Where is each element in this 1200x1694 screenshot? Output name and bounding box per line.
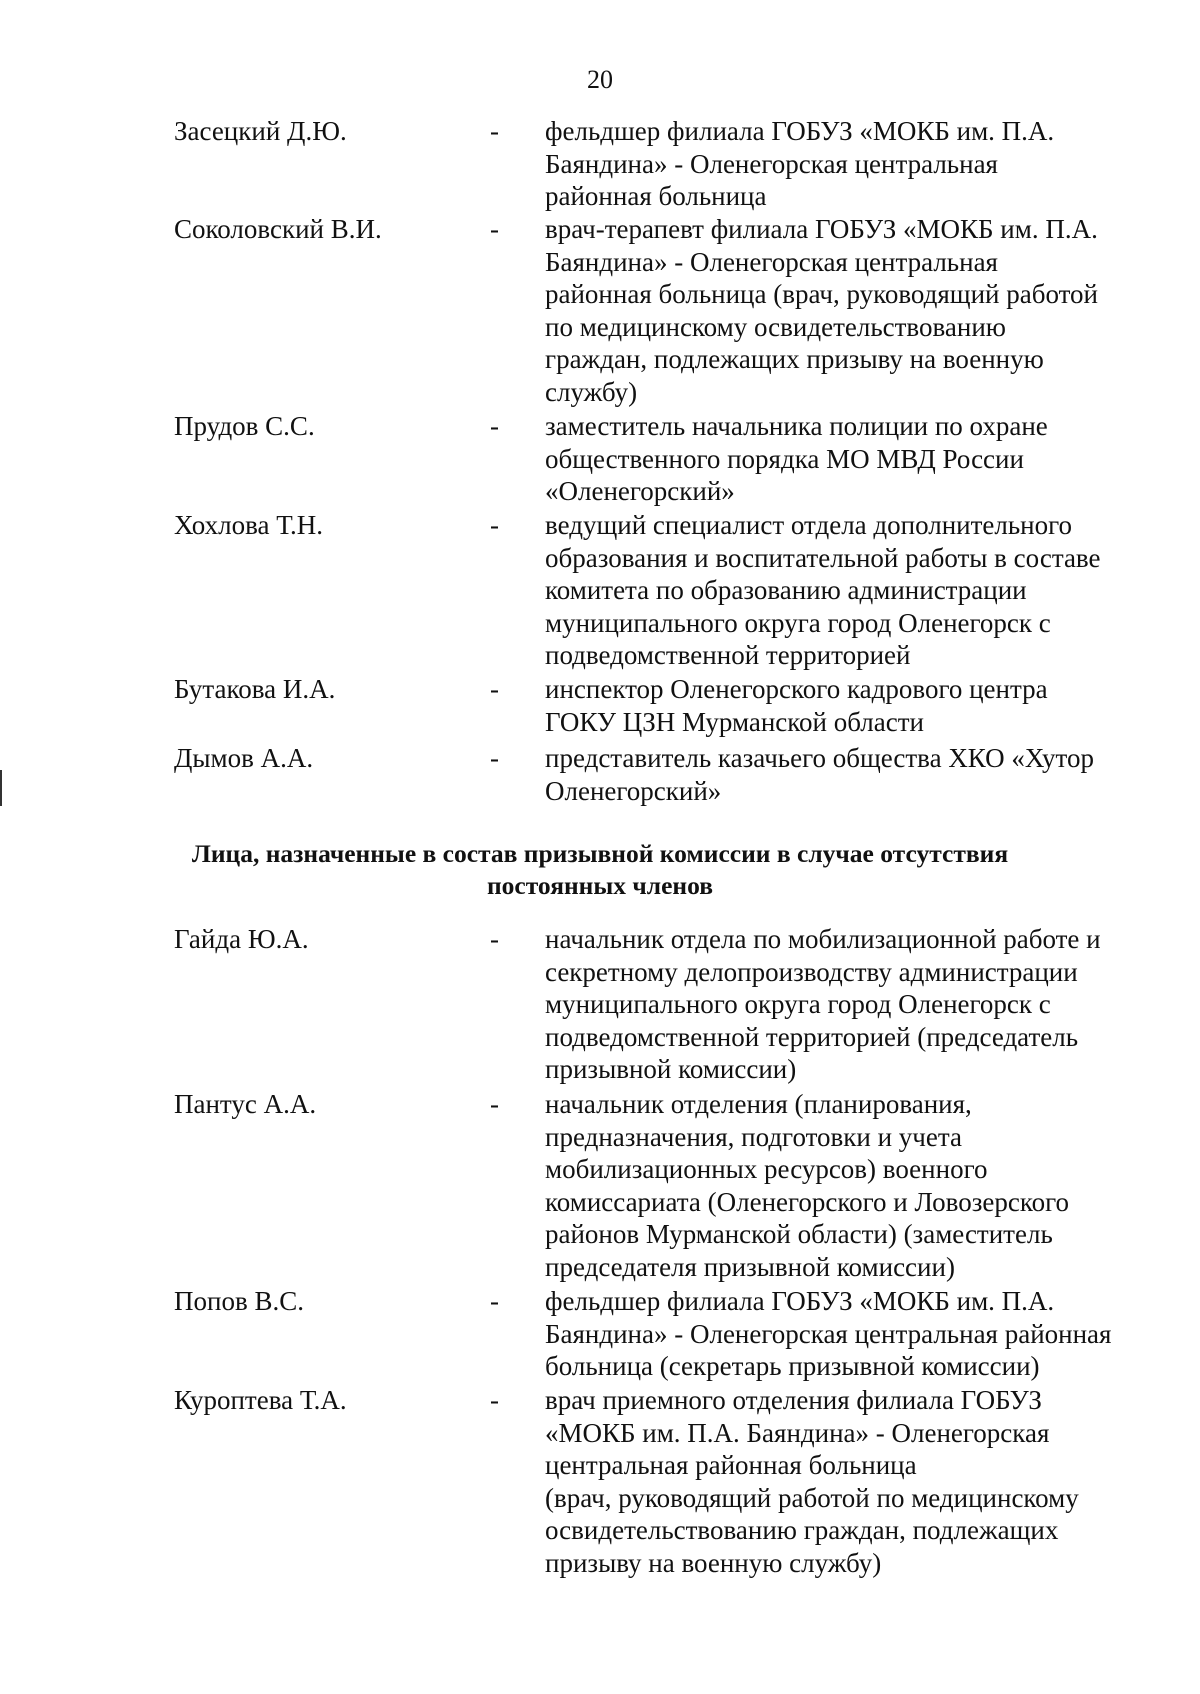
position-line: секретному делопроизводству администрации (545, 956, 1078, 987)
member-position (545, 673, 1165, 738)
position-line: врач-терапевт филиала ГОБУЗ «МОКБ им. П.А. (545, 214, 1098, 244)
member-name: Соколовский В.И. (174, 214, 382, 244)
position-line: фельдшер филиала ГОБУЗ «МОКБ им. П.А. (545, 116, 1055, 146)
member-name: Хохлова Т.Н. (174, 510, 324, 540)
member-position (545, 509, 1165, 672)
position-line: граждан, подлежащих призыву на военную (545, 344, 1044, 374)
position-line: ведущий специалист отдела дополнительного (545, 510, 1073, 540)
member-position (545, 923, 1165, 1086)
position-line: службу) (545, 376, 638, 407)
section-heading (0, 838, 1200, 902)
position-line: предназначения, подготовки и учета (545, 1121, 962, 1152)
member-name: Бутакова И.А. (174, 674, 336, 704)
member-position (545, 1384, 1165, 1579)
position-line: районная больница (врач, руководящий работой (545, 279, 1098, 309)
position-line: заместитель начальника полиции по охране (545, 411, 1048, 441)
position-line: районов Мурманской области) (заместитель (545, 1219, 1053, 1249)
member-position (545, 213, 1165, 408)
position-line: Оленегорский» (545, 775, 722, 806)
position-line: подведомственной территорией (545, 640, 911, 670)
heading-line: постоянных членов (486, 871, 713, 900)
position-line: инспектор Оленегорского кадрового центра (545, 674, 1048, 704)
dash-separator: - (490, 116, 499, 146)
member-name: Попов В.С. (174, 1286, 304, 1316)
dash-separator: - (490, 510, 499, 540)
position-line: начальник отдела по мобилизационной работе и (545, 924, 1101, 954)
member-name: Засецкий Д.Ю. (174, 116, 347, 146)
dash-separator: - (490, 1286, 499, 1316)
dash-separator: - (490, 743, 499, 773)
member-name: Дымов А.А. (174, 743, 314, 773)
position-line: муниципального округа город Оленегорск с (545, 607, 1051, 638)
position-line: врач приемного отделения филиала ГОБУЗ (545, 1385, 1042, 1415)
heading-line: Лица, назначенные в состав призывной комиссии в случае отсутствия (191, 839, 1009, 868)
position-line: освидетельствованию граждан, подлежащих (545, 1515, 1059, 1545)
member-name: Прудов С.С. (174, 411, 315, 441)
position-line: общественного порядка МО МВД России (545, 443, 1024, 474)
position-line: начальник отделения (планирования, (545, 1089, 972, 1119)
member-position (545, 1285, 1165, 1383)
dash-separator: - (490, 1385, 499, 1415)
position-line: центральная районная больница (545, 1450, 917, 1480)
member-position (545, 1088, 1165, 1283)
position-line: призыву на военную службу) (545, 1547, 882, 1578)
dash-separator: - (490, 214, 499, 244)
member-name: Пантус А.А. (174, 1089, 317, 1119)
position-line: Баяндина» - Оленегорская центральная (545, 148, 998, 179)
dash-separator: - (490, 924, 499, 954)
dash-separator: - (490, 411, 499, 441)
member-position (545, 115, 1165, 213)
position-line: по медицинскому освидетельствованию (545, 311, 1006, 342)
position-line: больница (секретарь призывной комиссии) (545, 1351, 1040, 1381)
dash-separator: - (490, 674, 499, 704)
position-line: подведомственной территорией (председатель (545, 1021, 1079, 1052)
position-line: ГОКУ ЦЗН Мурманской области (545, 706, 924, 737)
position-line: «МОКБ им. П.А. Баяндина» - Оленегорская (545, 1417, 1050, 1448)
position-line: муниципального округа город Оленегорск с (545, 989, 1051, 1019)
page-number: 20 (587, 65, 613, 94)
position-line: представитель казачьего общества ХКО «Хутор (545, 743, 1094, 773)
position-line: образования и воспитательной работы в составе (545, 542, 1101, 573)
position-line: Баяндина» - Оленегорская центральная районная (545, 1318, 1112, 1349)
scan-margin-mark (0, 770, 2, 806)
position-line: комитета по образованию администрации (545, 575, 1027, 605)
position-line: призывной комиссии) (545, 1054, 797, 1084)
member-position (545, 742, 1165, 807)
position-line: (врач, руководящий работой по медицинскому (545, 1482, 1079, 1513)
dash-separator: - (490, 1089, 499, 1119)
member-name: Гайда Ю.А. (174, 924, 309, 954)
position-line: комиссариата (Оленегорского и Ловозерского (545, 1186, 1069, 1217)
position-line: мобилизационных ресурсов) военного (545, 1154, 988, 1184)
position-line: «Оленегорский» (545, 476, 735, 506)
position-line: районная больница (545, 181, 767, 211)
member-position (545, 410, 1165, 508)
member-name: Куроптева Т.А. (174, 1385, 347, 1415)
position-line: фельдшер филиала ГОБУЗ «МОКБ им. П.А. (545, 1286, 1055, 1316)
position-line: председателя призывной комиссии) (545, 1251, 955, 1282)
position-line: Баяндина» - Оленегорская центральная (545, 246, 998, 277)
